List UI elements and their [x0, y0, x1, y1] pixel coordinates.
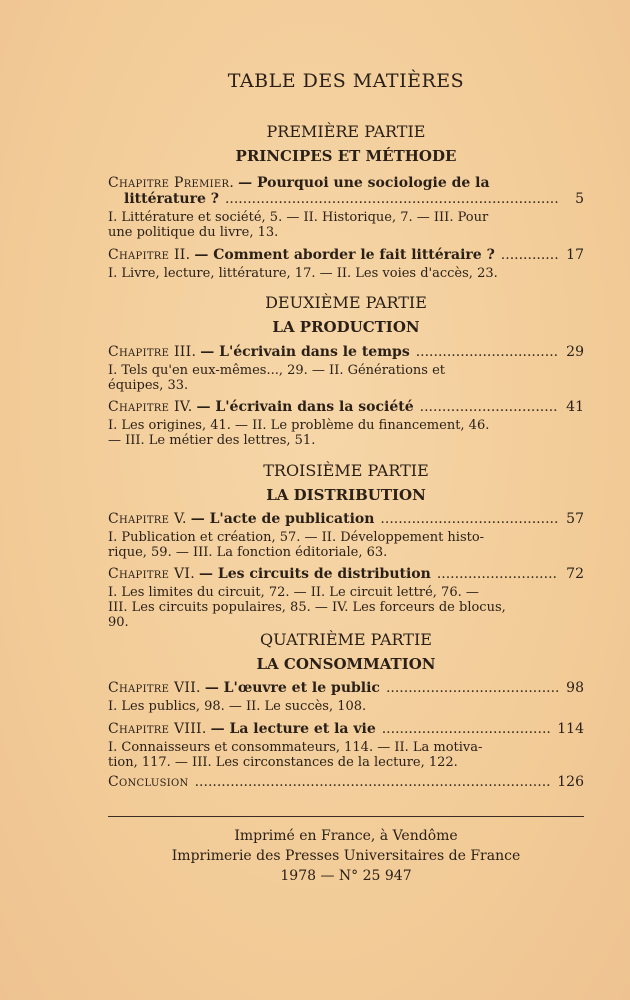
part-heading-1: PREMIÈRE PARTIE — [266, 122, 426, 141]
part-heading-3: TROISIÈME PARTIE — [263, 461, 429, 480]
chapter-details — [108, 740, 584, 770]
leader-dots — [386, 680, 558, 696]
detail-line: équipes, 33. — [108, 378, 189, 393]
chapter-page: 57 — [566, 511, 584, 527]
chapter-title: — Pourquoi une sociologie de la — [238, 175, 490, 191]
chapter-page: 41 — [566, 399, 584, 415]
page-title: TABLE DES MATIÈRES — [227, 70, 465, 92]
chapter-details — [108, 699, 584, 714]
chapter-7 — [108, 680, 584, 714]
detail-line: — III. Le métier des lettres, 51. — [108, 433, 316, 448]
detail-line: 90. — [108, 615, 129, 630]
leader-dots — [501, 247, 558, 263]
chapter-details — [108, 210, 584, 240]
detail-line: I. Les limites du circuit, 72. — II. Le circuit lettré, 76. — — [108, 585, 479, 600]
divider — [108, 816, 584, 817]
leader-dots — [437, 566, 558, 582]
part-heading-2: DEUXIÈME PARTIE — [265, 293, 427, 312]
chapter-label: Chapitre IV. — [108, 399, 193, 415]
leader-dots — [382, 721, 552, 737]
chapter-label: Chapitre II. — [108, 247, 191, 263]
detail-line: I. Les publics, 98. — II. Le succès, 108. — [108, 699, 367, 714]
imprint-line-1: Imprimé en France, à Vendôme — [234, 828, 458, 844]
imprint-line-2: Imprimerie des Presses Universitaires de France — [171, 848, 521, 864]
part-heading-4: QUATRIÈME PARTIE — [260, 630, 432, 649]
chapter-5 — [108, 511, 584, 560]
part-subheading-4: LA CONSOMMATION — [256, 655, 436, 673]
detail-line: I. Publication et création, 57. — II. Développement histo- — [108, 530, 485, 545]
chapter-4 — [108, 399, 584, 448]
part-subheading-2: LA PRODUCTION — [272, 318, 420, 336]
chapter-page: 72 — [566, 566, 584, 582]
chapter-page: 17 — [566, 247, 584, 263]
detail-line: une politique du livre, 13. — [108, 225, 279, 240]
leader-dots — [225, 191, 558, 207]
chapter-2 — [108, 247, 584, 281]
detail-line: tion, 117. — III. Les circonstances de la lecture, 122. — [108, 755, 458, 770]
chapter-label: Chapitre V. — [108, 511, 187, 527]
detail-line: rique, 59. — III. La fonction éditoriale, 63. — [108, 545, 388, 560]
leader-dots — [420, 399, 558, 415]
leader-dots — [195, 774, 552, 790]
chapter-label: Chapitre Premier. — [108, 175, 235, 191]
chapter-title: — Les circuits de distribution — [198, 566, 431, 582]
conclusion-page: 126 — [557, 774, 584, 790]
chapter-label: Chapitre III. — [108, 344, 197, 360]
chapter-label: Chapitre VI. — [108, 566, 195, 582]
part-subheading-3: LA DISTRIBUTION — [266, 486, 426, 504]
chapter-title: — L'écrivain dans la société — [196, 399, 414, 415]
part-subheading-1: PRINCIPES ET MÉTHODE — [235, 147, 457, 165]
chapter-page: 29 — [566, 344, 584, 360]
chapter-page: 5 — [575, 191, 584, 207]
conclusion — [108, 774, 584, 790]
chapter-title: — Comment aborder le fait littéraire ? — [194, 247, 495, 263]
chapter-details — [108, 418, 584, 448]
chapter-8 — [108, 721, 584, 770]
detail-line: I. Connaisseurs et consommateurs, 114. — II. La motiva- — [108, 740, 483, 755]
chapter-6 — [108, 566, 584, 630]
chapter-title: — L'œuvre et le public — [204, 680, 380, 696]
chapter-page: 114 — [557, 721, 584, 737]
chapter-3 — [108, 344, 584, 393]
detail-line: I. Livre, lecture, littérature, 17. — II. Les voies d'accès, 23. — [108, 266, 498, 281]
leader-dots — [380, 511, 558, 527]
chapter-details — [108, 363, 584, 393]
chapter-1 — [108, 175, 584, 240]
detail-line: I. Les origines, 41. — II. Le problème du financement, 46. — [108, 418, 490, 433]
chapter-details — [108, 585, 584, 630]
chapter-title-cont: littérature ? — [124, 191, 219, 207]
chapter-details — [108, 266, 584, 281]
chapter-title: — L'acte de publication — [190, 511, 375, 527]
chapter-label: Chapitre VIII. — [108, 721, 207, 737]
imprint-line-3: 1978 — N° 25 947 — [280, 868, 412, 884]
chapter-details — [108, 530, 584, 560]
chapter-title: — L'écrivain dans le temps — [200, 344, 410, 360]
chapter-page: 98 — [566, 680, 584, 696]
chapter-title: — La lecture et la vie — [210, 721, 376, 737]
leader-dots — [416, 344, 558, 360]
conclusion-label: Conclusion — [108, 774, 189, 790]
detail-line: III. Les circuits populaires, 85. — IV. Les forceurs de blocus, — [108, 600, 506, 615]
chapter-label: Chapitre VII. — [108, 680, 201, 696]
detail-line: I. Littérature et société, 5. — II. Historique, 7. — III. Pour — [108, 210, 489, 225]
detail-line: I. Tels qu'en eux-mêmes..., 29. — II. Générations et — [108, 363, 446, 378]
